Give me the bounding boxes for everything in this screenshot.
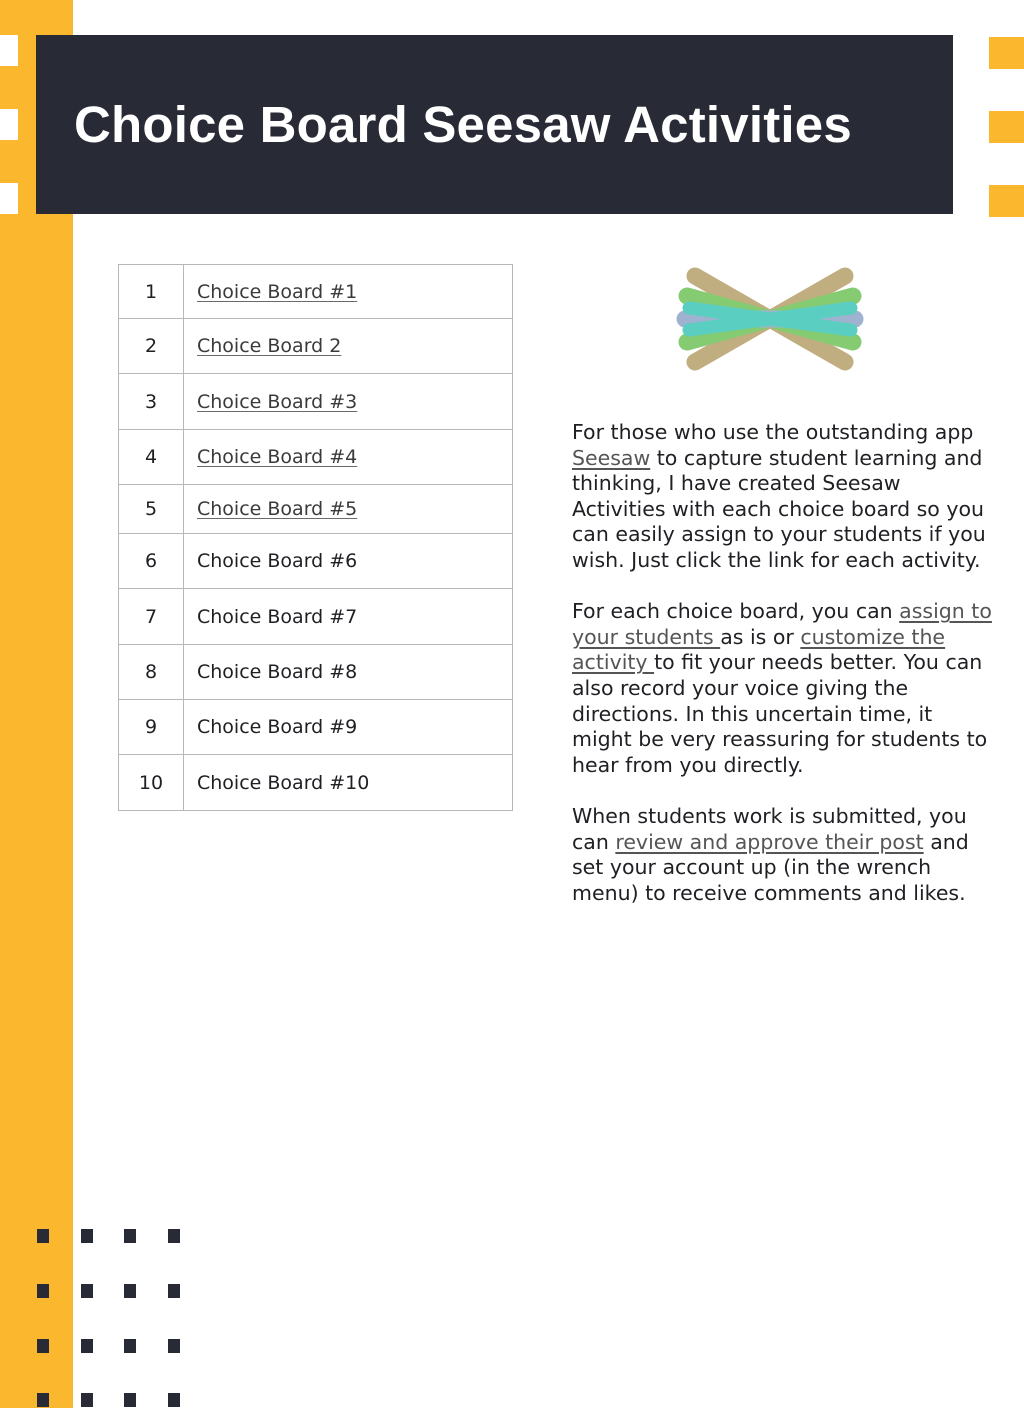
decorative-square: [37, 1229, 49, 1243]
page-title: Choice Board Seesaw Activities: [74, 96, 852, 153]
choice-board-label: Choice Board #10: [197, 771, 370, 794]
row-number: 6: [119, 534, 184, 589]
table-row: [119, 430, 513, 485]
row-label-cell: [184, 485, 513, 534]
table-row: [119, 645, 513, 700]
decorative-square: [81, 1229, 93, 1243]
table-row: [119, 534, 513, 589]
info-text: For those who use the outstanding app: [572, 420, 974, 444]
decorative-square: [81, 1393, 93, 1407]
table-row: [119, 265, 513, 319]
right-accent-tick: [989, 37, 1024, 69]
decorative-square: [124, 1229, 136, 1243]
decorative-square: [124, 1284, 136, 1298]
choice-board-link[interactable]: Choice Board #1: [197, 280, 358, 303]
row-number: 8: [119, 645, 184, 700]
choice-board-label: Choice Board #6: [197, 550, 358, 572]
info-text: as is or: [720, 624, 801, 649]
assign-to-students-link[interactable]: assign to your students: [572, 599, 992, 649]
decorative-square: [81, 1284, 93, 1298]
row-number: 4: [119, 430, 184, 485]
info-paragraph-2: [572, 599, 992, 778]
choice-board-link[interactable]: Choice Board #5: [197, 498, 358, 520]
customize-activity-link[interactable]: customize the activity: [572, 624, 946, 675]
choice-board-label: Choice Board #7: [197, 605, 358, 628]
table-row: [119, 700, 513, 755]
row-number: 10: [119, 755, 184, 811]
right-accent-tick: [989, 111, 1024, 143]
row-number: 7: [119, 589, 184, 645]
row-label-cell: [184, 534, 513, 589]
choice-board-table: [118, 264, 513, 811]
row-label-cell: [184, 755, 513, 811]
table-row: [119, 755, 513, 811]
choice-board-link[interactable]: Choice Board #4: [197, 446, 358, 468]
decorative-square: [124, 1393, 136, 1407]
choice-board-label: Choice Board #8: [197, 661, 358, 683]
right-accent-tick: [989, 185, 1024, 217]
row-number: 5: [119, 485, 184, 534]
decorative-square: [168, 1229, 180, 1243]
choice-board-link[interactable]: Choice Board #3: [197, 390, 358, 413]
info-paragraph-3: [572, 804, 992, 906]
row-label-cell: [184, 645, 513, 700]
decorative-square: [37, 1393, 49, 1407]
decorative-square: [124, 1339, 136, 1353]
seesaw-link[interactable]: Seesaw: [572, 445, 651, 470]
decorative-square: [168, 1339, 180, 1353]
decorative-square: [37, 1284, 49, 1298]
decorative-square: [37, 1339, 49, 1353]
info-text-block: [572, 420, 992, 932]
left-notch: [0, 109, 18, 140]
choice-board-label: Choice Board #9: [197, 716, 358, 738]
decorative-square: [168, 1393, 180, 1407]
row-label-cell: [184, 319, 513, 374]
row-label-cell: [184, 589, 513, 645]
table-row: [119, 374, 513, 430]
table-row: [119, 589, 513, 645]
table-row: [119, 485, 513, 534]
decorative-square: [168, 1284, 180, 1298]
row-number: 3: [119, 374, 184, 430]
row-number: 1: [119, 265, 184, 319]
info-text: to fit your needs better. You can also record your voice giving the directions. In this uncertain time, it might be very reassuring for students to hear from you directly.: [572, 650, 988, 777]
row-number: 2: [119, 319, 184, 374]
info-text: For each choice board, you can: [572, 599, 900, 624]
info-paragraph-1: [572, 420, 992, 574]
choice-board-link[interactable]: Choice Board 2: [197, 335, 342, 357]
row-label-cell: [184, 374, 513, 430]
decorative-square: [81, 1339, 93, 1353]
left-notch: [0, 35, 18, 66]
table-row: [119, 319, 513, 374]
info-text: to capture student learning and thinking, I have created Seesaw Activities with each choice board so you can easily assign to your students if you wish. Just click the link for each activity.: [572, 445, 986, 572]
review-approve-post-link[interactable]: review and approve their post: [615, 829, 924, 854]
info-text: and set your account up (in the wrench menu) to receive comments and likes.: [572, 829, 969, 905]
row-label-cell: [184, 700, 513, 755]
info-text: When students work is submitted, you can: [572, 803, 967, 854]
row-number: 9: [119, 700, 184, 755]
seesaw-logo-icon: [675, 264, 865, 374]
row-label-cell: [184, 430, 513, 485]
row-label-cell: [184, 265, 513, 319]
left-notch: [0, 183, 18, 214]
